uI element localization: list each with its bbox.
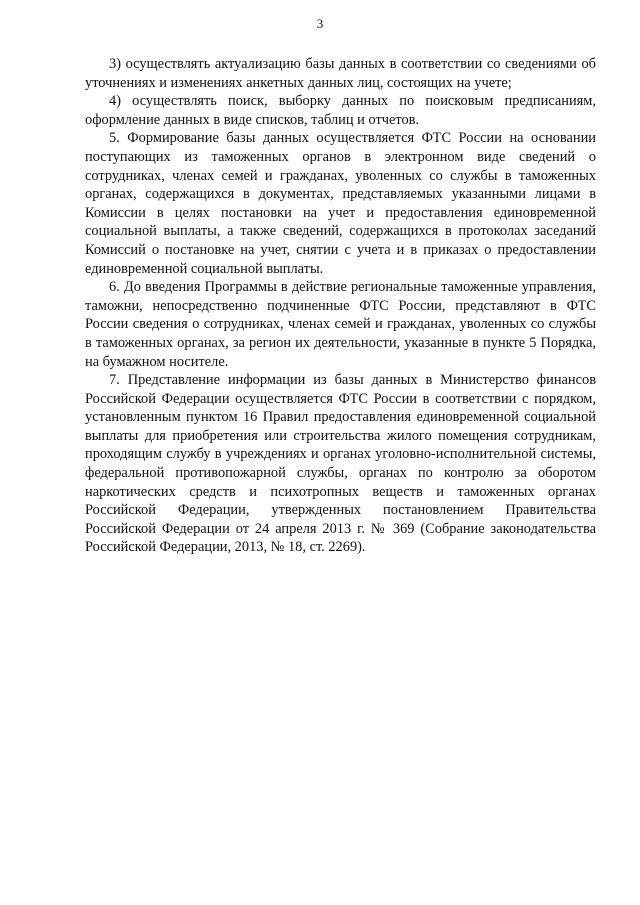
paragraph-section-5: 5. Формирование базы данных осуществляется ФТС России на основании поступающих из таможенных органов в электронном виде сведений о сотрудниках, членах семей и гражданах, уволенных со службы в таможенных органах, содержащихся в документах, представляемых указанными лицами в Комиссии в целях постановки на учет и предоставления единовременной социальной выплаты, а также сведений, содержащихся в протоколах заседаний Комиссий о постановке на учет, снятии с учета и в приказах о предоставлении единовременной социальной выплаты. xyxy=(85,130,596,277)
paragraph-section-6: 6. До введения Программы в действие региональные таможенные управления, таможни, непосредственно подчиненные ФТС России, представляют в ФТС России сведения о сотрудниках, членах семей и гражданах, уволенных со службы в таможенных органах, за регион их деятельности, указанные в пункте 5 Порядка, на бумажном носителе. xyxy=(85,279,596,370)
document-body xyxy=(85,55,596,557)
page-number: 3 xyxy=(316,16,324,31)
paragraph-item-3: 3) осуществлять актуализацию базы данных в соответствии со сведениями об уточнениях и изменениях анкетных данных лиц, состоящих на учете; xyxy=(85,56,596,91)
paragraph-item-4: 4) осуществлять поиск, выборку данных по поисковым предписаниям, оформление данных в виде списков, таблиц и отчетов. xyxy=(85,93,596,128)
paragraph-section-7: 7. Представление информации из базы данных в Министерство финансов Российской Федерации осуществляется ФТС России в соответствии с порядком, установленным пунктом 16 Правил предоставления единовременной социальной выплаты для приобретения или строительства жилого помещения сотрудникам, проходящим службу в учреждениях и органах уголовно-исполнительной системы, федеральной противопожарной службы, органах по контролю за оборотом наркотических средств и психотропных веществ и таможенных органах Российской Федерации, утвержденных постановлением Правительства Российской Федерации от 24 апреля 2013 г. № 369 (Собрание законодательства Российской Федерации, 2013, № 18, ст. 2269). xyxy=(85,372,596,556)
